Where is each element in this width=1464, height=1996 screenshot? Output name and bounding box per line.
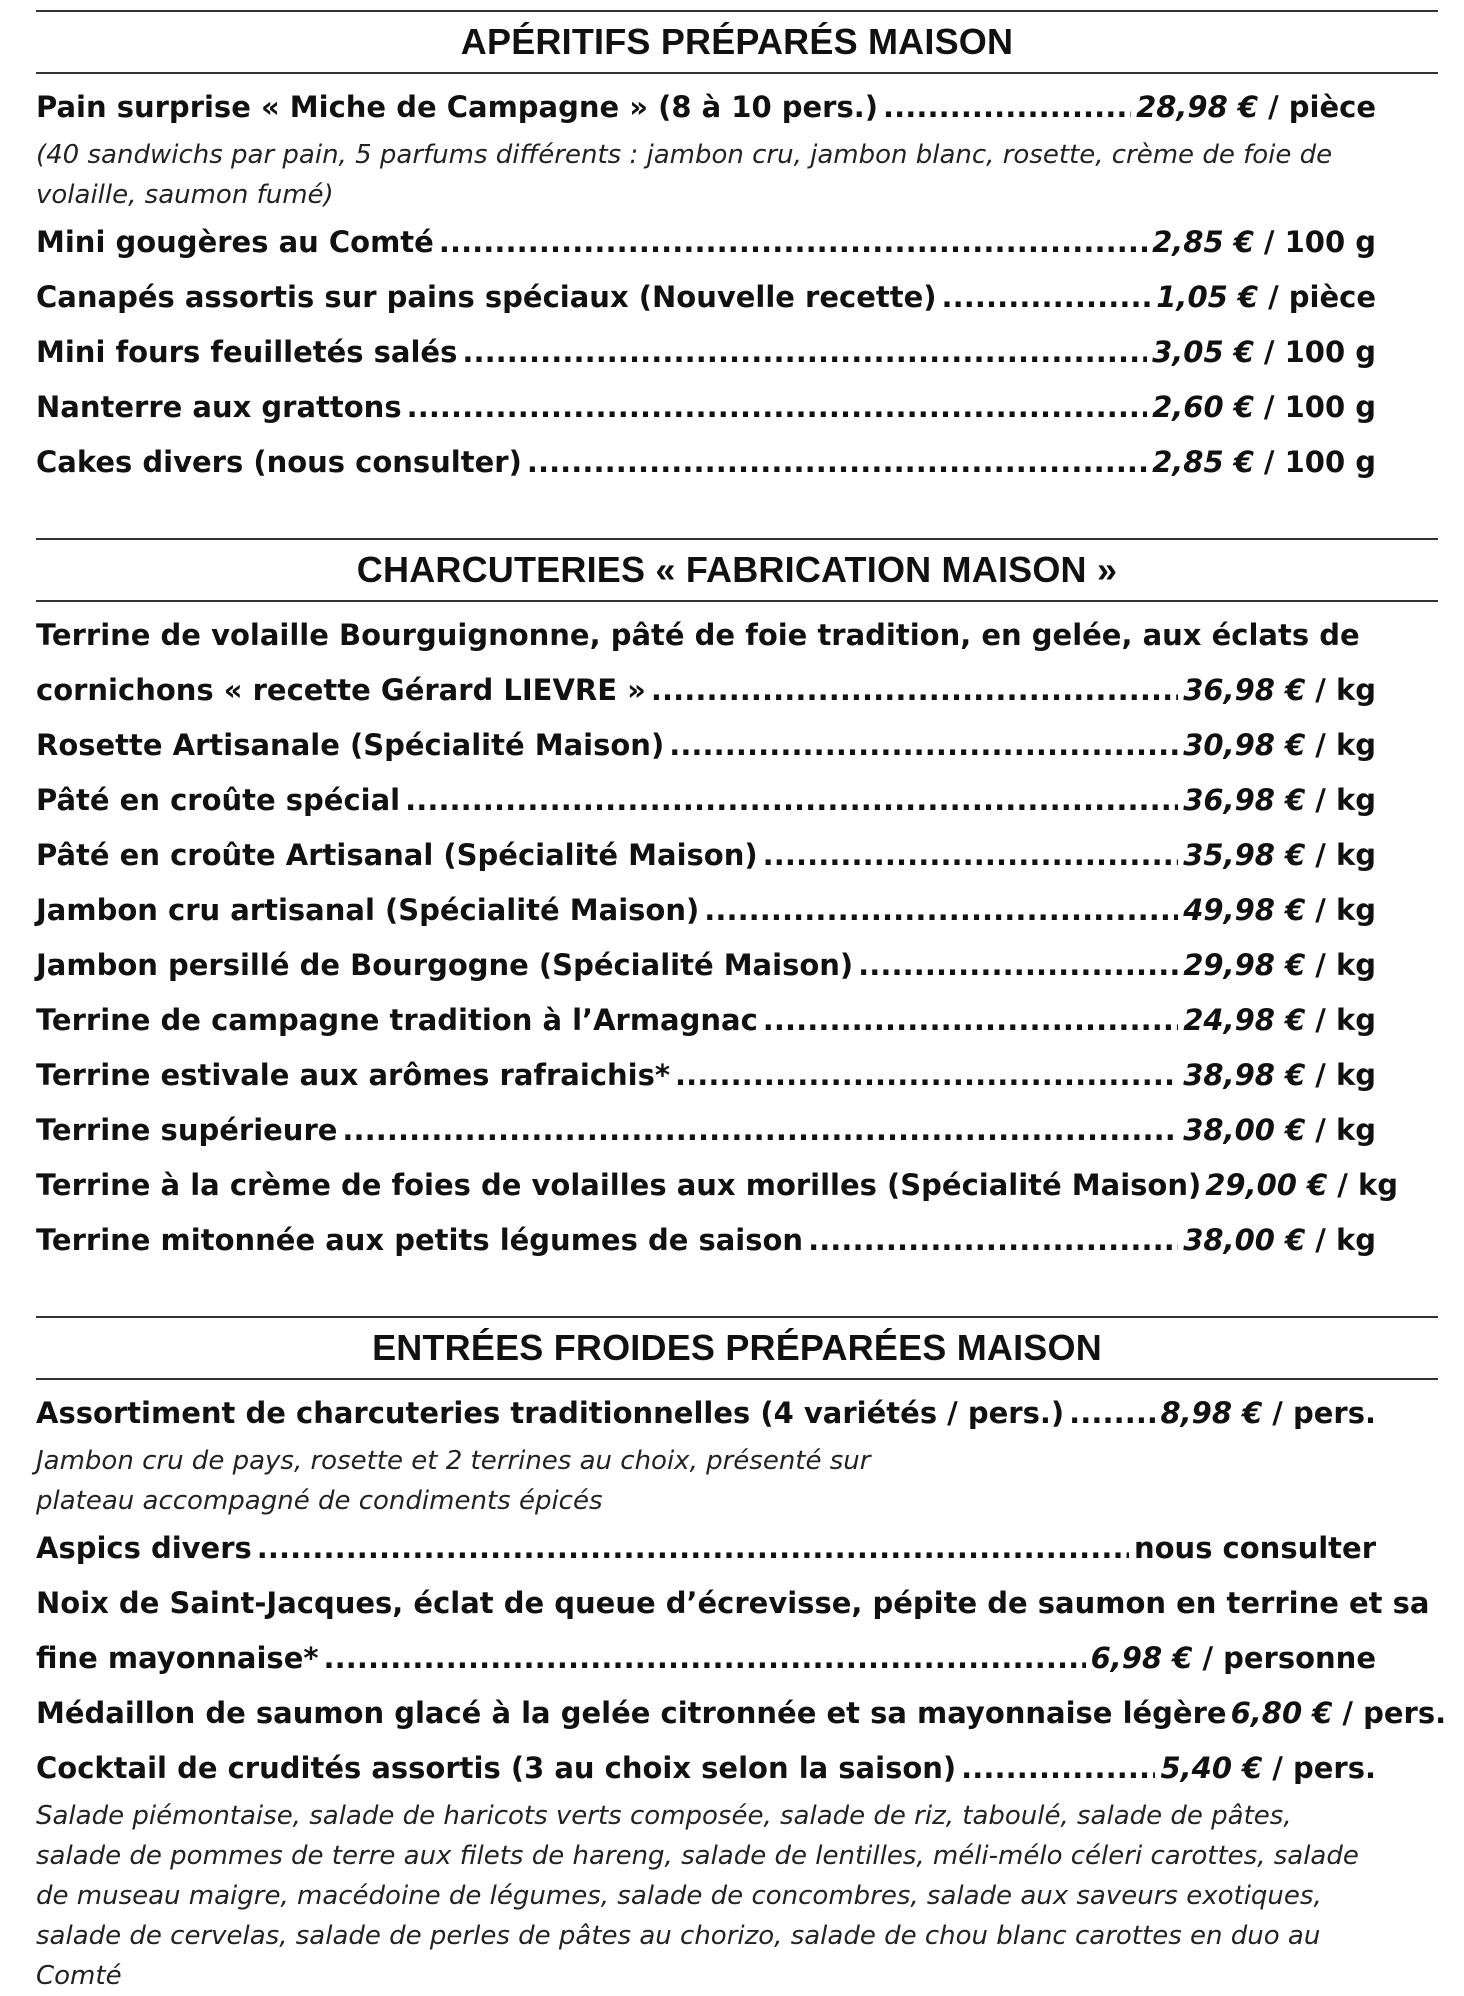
dot-leader (527, 435, 1147, 490)
menu-item (36, 718, 1438, 773)
dot-leader (651, 663, 1178, 718)
item-unit: / kg (1315, 893, 1376, 927)
item-label-line: Terrine de volaille Bourguignonne, pâté de foie tradition, en gelée, aux éclats de (36, 618, 1360, 652)
item-label: Pâté en croûte Artisanal (Spécialité Maison) (36, 838, 758, 872)
dot-leader (808, 1213, 1178, 1268)
section-items-entrees (36, 1380, 1447, 1996)
item-note: (40 sandwichs par pain, 5 parfums différents : jambon cru, jambon blanc, rosette, crème de foie de volaille, saumon fumé) (36, 140, 1333, 210)
item-label: Médaillon de saumon glacé à la gelée citronnée et sa mayonnaise légère (36, 1696, 1227, 1730)
dot-leader (462, 325, 1147, 380)
menu-item (36, 1521, 1438, 1576)
item-price: 36,98 € (1183, 673, 1306, 707)
item-unit: / pers. (1342, 1696, 1447, 1730)
item-label: cornichons « recette Gérard LIEVRE » (36, 673, 646, 707)
item-price: 49,98 € (1183, 893, 1306, 927)
item-label: Jambon persillé de Bourgogne (Spécialité Maison) (36, 948, 854, 982)
menu-item (36, 1686, 1447, 1741)
section-header-charcuteries (36, 538, 1438, 602)
item-price: 2,85 € (1152, 445, 1254, 479)
menu-item (36, 380, 1438, 435)
item-unit: / 100 g (1263, 445, 1376, 479)
item-label: Terrine mitonnée aux petits légumes de saison (36, 1223, 804, 1257)
item-price: 3,05 € (1152, 335, 1254, 369)
item-unit: / 100 g (1263, 390, 1376, 424)
item-label: Rosette Artisanale (Spécialité Maison) (36, 728, 665, 762)
item-label: Pain surprise « Miche de Campagne » (8 à 10 pers.) (36, 90, 879, 124)
item-label: Mini fours feuilletés salés (36, 335, 458, 369)
section-title: ENTRÉES FROIDES PRÉPARÉES MAISON (372, 1327, 1102, 1368)
item-unit: / pers. (1272, 1396, 1376, 1430)
dot-leader (961, 1741, 1155, 1796)
item-price: 29,00 € (1205, 1168, 1328, 1202)
menu-item (36, 828, 1438, 883)
item-unit: / kg (1315, 728, 1376, 762)
item-price: 6,80 € (1230, 1696, 1333, 1730)
menu-item (36, 325, 1438, 380)
item-unit: / kg (1315, 673, 1376, 707)
item-price: 8,98 € (1160, 1396, 1263, 1430)
dot-leader (942, 270, 1152, 325)
menu-item (36, 80, 1438, 135)
menu-item (36, 1103, 1438, 1158)
item-label: Terrine supérieure (36, 1113, 338, 1147)
item-label: Cakes divers (nous consulter) (36, 445, 522, 479)
dot-leader (342, 1103, 1178, 1158)
menu-item (36, 1158, 1438, 1213)
dot-leader (763, 828, 1179, 883)
item-label: Canapés assortis sur pains spéciaux (Nouvelle recette) (36, 280, 937, 314)
item-note: Jambon cru de pays, rosette et 2 terrines au choix, présenté sur plateau accompagné de condiments épicés (36, 1446, 871, 1516)
menu-page (36, 0, 1447, 1996)
menu-item (36, 1631, 1438, 1686)
item-label: Jambon cru artisanal (Spécialité Maison) (36, 893, 700, 927)
item-price: 1,05 € (1156, 280, 1259, 314)
item-label: Mini gougères au Comté (36, 225, 434, 259)
item-label: fine mayonnaise* (36, 1641, 319, 1675)
item-price: 28,98 € (1136, 90, 1259, 124)
dot-leader (675, 1048, 1178, 1103)
item-label: Assortiment de charcuteries traditionnelles (4 variétés / pers.) (36, 1396, 1065, 1430)
item-price: 30,98 € (1183, 728, 1306, 762)
section-items-charcuteries (36, 602, 1438, 1268)
section-title: CHARCUTERIES « FABRICATION MAISON » (356, 549, 1118, 590)
item-unit: / kg (1315, 838, 1376, 872)
menu-item (36, 663, 1438, 718)
section-header-aperitifs (36, 10, 1438, 74)
item-note: Salade piémontaise, salade de haricots verts composée, salade de riz, taboulé, salade de pâtes, salade de pommes de terre aux filets de hareng, salade de lentilles, méli-mélo céleri carottes, salade de museau maigre, macédoine de légumes, salade de concombres, salade aux saveurs exotiques, salade de cervelas, salade de perles de pâtes au chorizo, salade de chou blanc carottes en duo au Comté (36, 1801, 1359, 1991)
section-header-entrees (36, 1316, 1438, 1380)
item-unit: / 100 g (1263, 225, 1376, 259)
menu-item (36, 1741, 1438, 1796)
item-label: Terrine à la crème de foies de volailles aux morilles (Spécialité Maison) (36, 1168, 1202, 1202)
item-price: 5,40 € (1160, 1751, 1263, 1785)
item-unit: / pièce (1268, 90, 1376, 124)
menu-item (36, 435, 1438, 490)
item-price: 6,98 € (1090, 1641, 1193, 1675)
item-label: Pâté en croûte spécial (36, 783, 401, 817)
menu-item (36, 1048, 1438, 1103)
item-unit: / kg (1337, 1168, 1398, 1202)
item-price: 2,60 € (1152, 390, 1254, 424)
dot-leader (407, 380, 1148, 435)
item-unit: / kg (1315, 783, 1376, 817)
dot-leader (439, 215, 1147, 270)
item-unit: / 100 g (1263, 335, 1376, 369)
menu-item (36, 883, 1438, 938)
dot-leader (324, 1631, 1086, 1686)
item-price: nous consulter (1133, 1531, 1376, 1565)
dot-leader (1069, 1386, 1155, 1441)
item-label: Nanterre aux grattons (36, 390, 402, 424)
menu-item (36, 773, 1438, 828)
item-unit: / personne (1202, 1641, 1376, 1675)
section-items-aperitifs (36, 74, 1438, 490)
item-unit: / kg (1315, 1058, 1376, 1092)
item-label-line: Noix de Saint-Jacques, éclat de queue d’écrevisse, pépite de saumon en terrine et sa (36, 1586, 1430, 1620)
dot-leader (704, 883, 1178, 938)
item-unit: / pers. (1272, 1751, 1376, 1785)
dot-leader (883, 80, 1131, 135)
menu-item (36, 215, 1438, 270)
dot-leader (669, 718, 1178, 773)
item-label: Terrine estivale aux arômes rafraichis* (36, 1058, 671, 1092)
item-unit: / kg (1315, 1003, 1376, 1037)
item-price: 38,00 € (1183, 1113, 1306, 1147)
dot-leader (257, 1521, 1129, 1576)
item-price: 2,85 € (1152, 225, 1254, 259)
item-price: 38,00 € (1183, 1223, 1306, 1257)
dot-leader (405, 773, 1178, 828)
item-price: 29,98 € (1183, 948, 1306, 982)
item-price: 36,98 € (1183, 783, 1306, 817)
menu-item (36, 993, 1438, 1048)
menu-item (36, 1386, 1438, 1441)
item-price: 35,98 € (1183, 838, 1306, 872)
item-price: 38,98 € (1183, 1058, 1306, 1092)
item-unit: / kg (1315, 1223, 1376, 1257)
item-label: Aspics divers (36, 1531, 252, 1565)
menu-item (36, 938, 1438, 993)
menu-item (36, 270, 1438, 325)
item-unit: / kg (1315, 948, 1376, 982)
item-label: Cocktail de crudités assortis (3 au choix selon la saison) (36, 1751, 957, 1785)
menu-item (36, 1213, 1438, 1268)
dot-leader (858, 938, 1178, 993)
item-label: Terrine de campagne tradition à l’Armagnac (36, 1003, 758, 1037)
dot-leader (763, 993, 1178, 1048)
section-title: APÉRITIFS PRÉPARÉS MAISON (460, 21, 1014, 62)
item-unit: / pièce (1268, 280, 1376, 314)
item-price: 24,98 € (1183, 1003, 1306, 1037)
item-unit: / kg (1315, 1113, 1376, 1147)
